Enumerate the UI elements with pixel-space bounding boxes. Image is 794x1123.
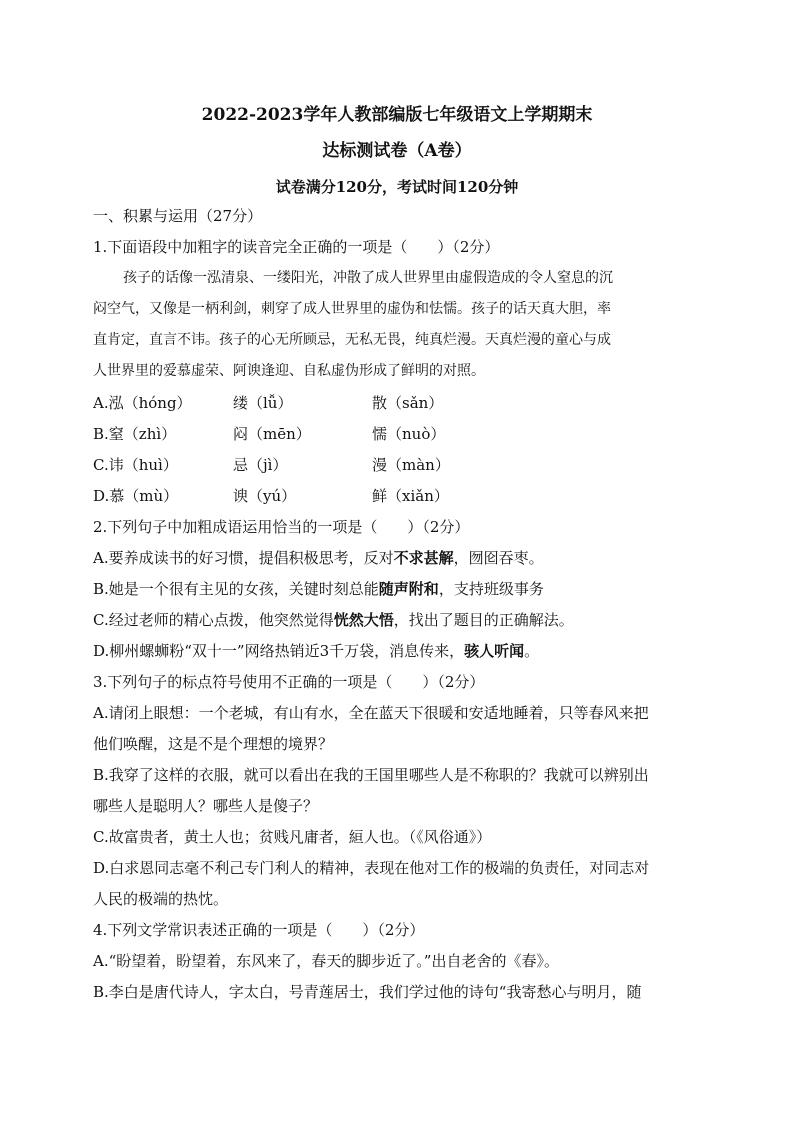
option-text: ，囫囵吞枣。 [453, 549, 544, 567]
q3-option-line: C.故富贵者，黄土人也；贫贱凡庸者，絙人也。（《风俗通》） [93, 828, 492, 846]
option-text: D.柳州螺蛳粉“双十一”网络热销近3千万袋，消息传来， [93, 642, 465, 660]
passage-line: 闷空气，又像是一柄利剑，刺穿了成人世界里的虚伪和怯懦。孩子的话天真大胆，率 [93, 301, 611, 317]
q1-option-a3: 散（sǎn） [372, 394, 444, 412]
q4-option-line: A.“盼望着，盼望着，东风来了，春天的脚步近了。”出自老舍的《春》。 [93, 952, 559, 970]
question-2-stem: 2.下列句子中加粗成语运用恰当的一项是（ ）（2分） [93, 518, 470, 536]
q3-option-line: 他们唤醒，这是不是个理想的境界？ [93, 735, 334, 753]
bold-idiom: 恍然大悟 [333, 611, 394, 629]
question-1-stem: 1.下面语段中加粗字的读音完全正确的一项是（ ）（2分） [93, 238, 500, 256]
q2-option-d [93, 641, 539, 661]
bold-idiom: 随声附和 [378, 580, 439, 598]
option-text: ，找出了题目的正确解法。 [393, 611, 574, 629]
exam-title-line1: 2022-2023学年人教部编版七年级语文上学期期末 [201, 105, 593, 125]
q1-option-b1: B.窒（zhì） [93, 425, 177, 443]
q3-option-line: B.我穿了这样的衣服，就可以看出在我的王国里哪些人是不称职的？我就可以辨别出 [93, 766, 649, 784]
option-text: 。 [524, 642, 540, 660]
option-text: A.要养成读书的好习惯，提倡积极思考，反对 [93, 549, 394, 567]
q1-option-d2: 谀（yú） [233, 487, 297, 505]
q4-option-line: B.李白是唐代诗人，字太白，号青莲居士，我们学过他的诗句“我寄愁心与明月，随 [93, 983, 642, 1001]
q1-option-c2: 忌（jì） [233, 456, 288, 474]
option-text: B.她是一个很有主见的女孩，关键时刻总能 [93, 580, 379, 598]
q1-option-c1: C.讳（huì） [93, 456, 178, 474]
q2-option-b [93, 579, 544, 599]
passage-line: 直肯定，直言不讳。孩子的心无所顾忌，无私无畏，纯真烂漫。天真烂漫的童心与成 [93, 332, 611, 348]
q3-option-line: 哪些人是聪明人？哪些人是傻子？ [93, 797, 319, 815]
q1-option-b3: 懦（nuò） [372, 425, 446, 443]
q1-option-b2: 闷（mēn） [233, 425, 311, 443]
q2-option-a [93, 548, 544, 568]
passage-line: 孩子的话像一泓清泉、一缕阳光，冲散了成人世界里由虚假造成的令人窒息的沉 [123, 270, 613, 286]
section-heading: 一、积累与运用（27分） [93, 207, 263, 225]
passage-line: 人世界里的爱慕虚荣、阿谀逢迎、自私虚伪形成了鲜明的对照。 [93, 363, 485, 379]
bold-idiom: 不求甚解 [393, 549, 454, 567]
q1-option-d3: 鲜（xiǎn） [372, 487, 449, 505]
q3-option-line: D.白求恩同志毫不利己专门利人的精神，表现在他对工作的极端的负责任，对同志对 [93, 859, 650, 877]
exam-title-line2: 达标测试卷（A卷） [322, 141, 472, 161]
q2-option-c [93, 610, 574, 630]
q1-option-d1: D.慕（mù） [93, 487, 179, 505]
q3-option-line: A.请闭上眼想：一个老城，有山有水，全在蓝天下很暖和安适地睡着，只等春风来把 [93, 704, 649, 722]
bold-idiom: 骇人听闻 [464, 642, 525, 660]
exam-subtitle: 试卷满分120分，考试时间120分钟 [275, 178, 519, 196]
option-text: C.经过老师的精心点拨，他突然觉得 [93, 611, 334, 629]
q1-option-a2: 缕（lǚ） [233, 394, 293, 412]
question-4-stem: 4.下列文学常识表述正确的一项是（ ）（2分） [93, 921, 425, 939]
question-3-stem: 3.下列句子的标点符号使用不正确的一项是（ ）（2分） [93, 673, 485, 691]
q1-option-c3: 漫（màn） [372, 456, 450, 474]
q1-option-a1: A.泓（hóng） [93, 394, 192, 412]
option-text: ，支持班级事务 [438, 580, 544, 598]
q3-option-line: 人民的极端的热忱。 [93, 890, 229, 908]
